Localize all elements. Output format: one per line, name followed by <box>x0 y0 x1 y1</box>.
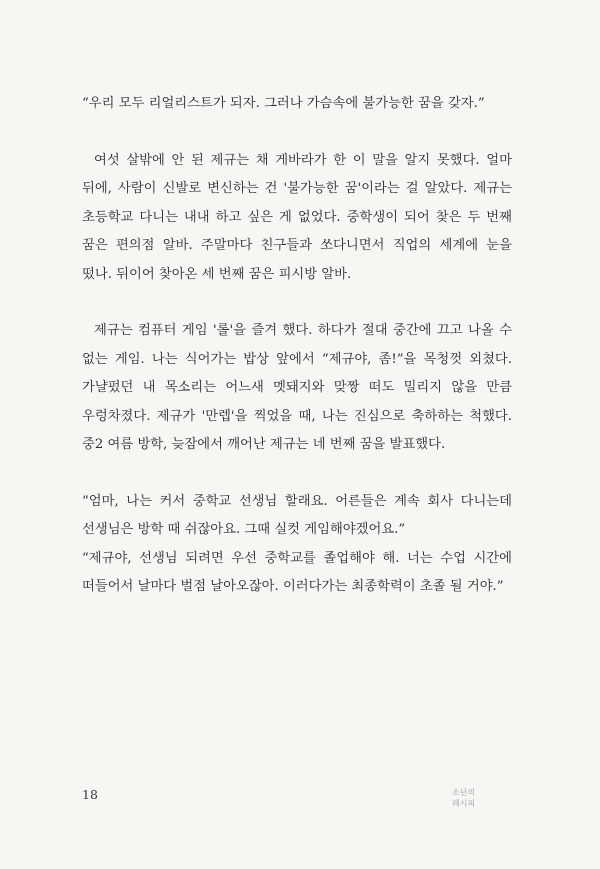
running-title-line2: 레시피 <box>452 799 476 808</box>
dialogue-son: “엄마, 나는 커서 중학교 선생님 할래요. 어른들은 계속 회사 다니는데 선생님은 방학 때 쉬잖아요. 그때 실컷 게임해야겠어요.” <box>82 493 512 537</box>
running-title-line1: 소년의 <box>452 788 476 797</box>
page-number: 18 <box>82 787 98 802</box>
dialogue-mother: “제규야, 선생님 되려면 우선 중학교를 졸업해야 해. 너는 수업 시간에 떠들어서 날마다 벌점 날아오잖아. 이러다가는 최종학력이 초졸 될 거야.” <box>82 550 512 594</box>
body-text <box>82 90 512 602</box>
paragraph-dreams: 여섯 살밖에 안 된 제규는 채 게바라가 한 이 말을 알지 못했다. 얼마 뒤에, 사람이 신발로 변신하는 건 '불가능한 꿈'이라는 걸 알았다. 제규는 초등학교 다니는 내내 하고 싶은 게 없었다. 중학생이 되어 찾은 두 번째 꿈은 편의점 알바. 주말마다 친구들과 쏘다니면서 직업의 세계에 눈을 떴나. 뒤이어 찾아온 세 번째 꿈은 피시방 알바. <box>82 152 512 282</box>
paragraph-game: 제규는 컴퓨터 게임 '롤'을 즐겨 했다. 하다가 절대 중간에 끄고 나올 수 없는 게임. 나는 식어가는 밥상 앞에서 “제규야, 좀!”을 목청껏 외쳤다. 가냘펐던 내 목소리는 어느새 멧돼지와 맞짱 떠도 밀리지 않을 만큼 우렁차졌다. 제규가 '만렙'을 찍었을 때, 나는 진심으로 축하하는 척했다. 중2 여름 방학, 늦잠에서 깨어난 제규는 네 번째 꿈을 발표했다. <box>82 323 512 452</box>
running-title <box>452 787 475 809</box>
quote-paragraph: “우리 모두 리얼리스트가 되자. 그러나 가슴속에 불가능한 꿈을 갖자.” <box>82 96 485 111</box>
